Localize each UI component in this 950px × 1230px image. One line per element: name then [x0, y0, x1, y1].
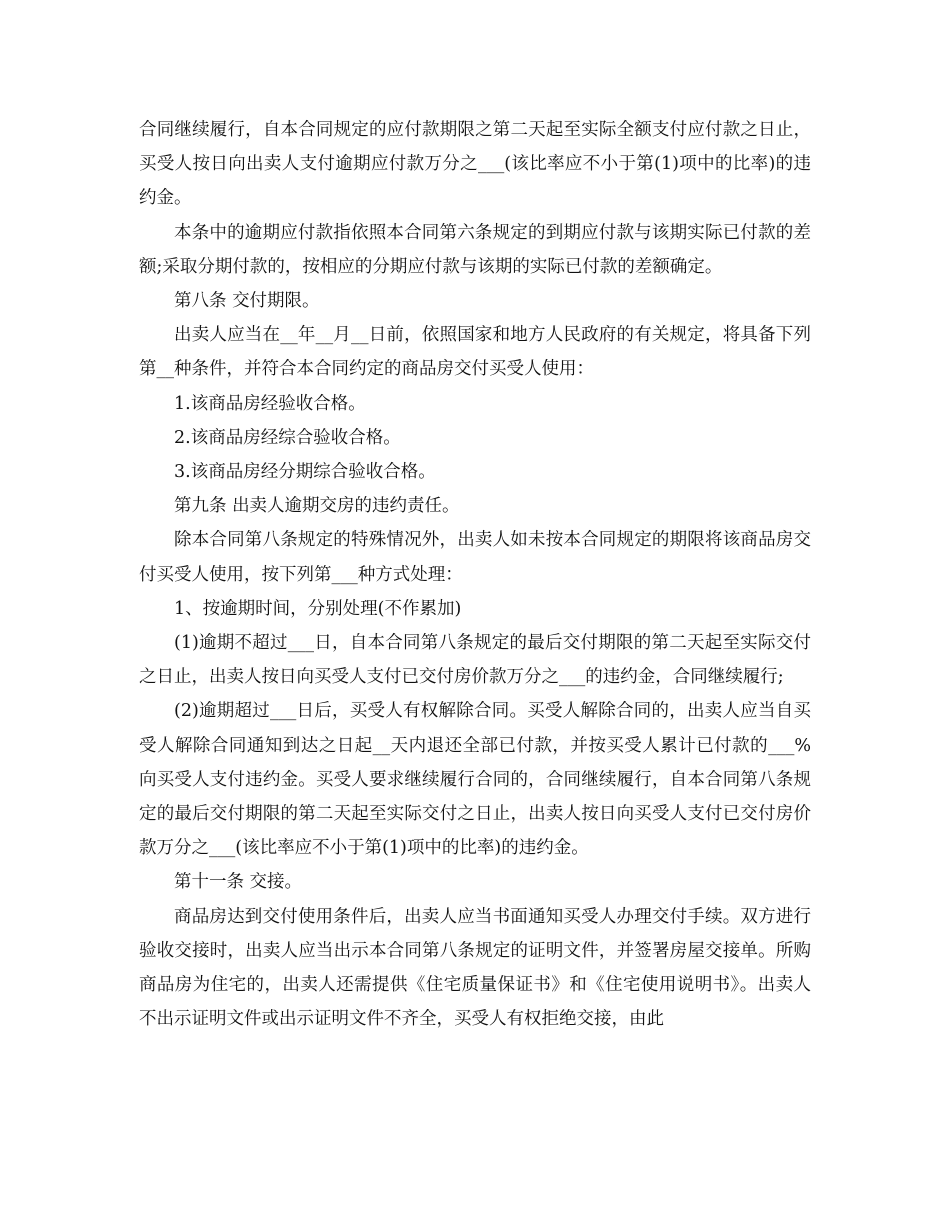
list-item-condition-1: 1.该商品房经验收合格。: [174, 393, 366, 414]
paragraph-clause-1: (1)逾期不超过___日，自本合同第八条规定的最后交付期限的第二天起至实际交付之日止，出卖人按日向买受人支付已交付房价款万分之___的违约金，合同继续履行;: [139, 633, 811, 688]
article-11-heading: 第十一条 交接。: [174, 872, 303, 893]
list-item-condition-2: 2.该商品房经综合验收合格。: [174, 427, 401, 448]
paragraph-handover: 商品房达到交付使用条件后，出卖人应当书面通知买受人办理交付手续。双方进行验收交接时，出卖人应当出示本合同第八条规定的证明文件，并签署房屋交接单。所购商品房为住宅的，出卖人还需提供《住宅质量保证书》和《住宅使用说明书》。出卖人不出示证明文件或出示证明文件不齐全，买受人有权拒绝交接，由此: [139, 906, 811, 1030]
article-9-heading: 第九条 出卖人逾期交房的违约责任。: [174, 496, 460, 517]
paragraph-late-delivery: 除本合同第八条规定的特殊情况外，出卖人如未按本合同规定的期限将该商品房交付买受人使用，按下列第___种方式处理：: [139, 530, 811, 585]
paragraph-delivery-deadline: 出卖人应当在__年__月__日前，依照国家和地方人民政府的有关规定，将具备下列第__种条件，并符合本合同约定的商品房交付买受人使用：: [139, 325, 811, 380]
paragraph-continuation-penalty: 合同继续履行，自本合同规定的应付款期限之第二天起至实际全额支付应付款之日止，买受人按日向出卖人支付逾期应付款万分之___(该比率应不小于第(1)项中的比率)的违约金。: [139, 120, 811, 209]
paragraph-clause-2: (2)逾期超过___日后，买受人有权解除合同。买受人解除合同的，出卖人应当自买受人解除合同通知到达之日起__天内退还全部已付款，并按买受人累计已付款的___%向买受人支付违约金。买受人要求继续履行合同的，合同继续履行，自本合同第八条规定的最后交付期限的第二天起至实际交付之日止，出卖人按日向买受人支付已交付房价款万分之___(该比率应不小于第(1)项中的比率)的违约金。: [139, 701, 811, 859]
paragraph-overdue-definition: 本条中的逾期应付款指依照本合同第六条规定的到期应付款与该期实际已付款的差额;采取分期付款的，按相应的分期应付款与该期的实际已付款的差额确定。: [139, 222, 811, 277]
article-8-heading: 第八条 交付期限。: [174, 291, 320, 312]
list-item-condition-3: 3.该商品房经分期综合验收合格。: [174, 462, 436, 483]
paragraph-method-1: 1、按逾期时间，分别处理(不作累加): [174, 598, 462, 619]
document-body: [139, 113, 811, 1036]
